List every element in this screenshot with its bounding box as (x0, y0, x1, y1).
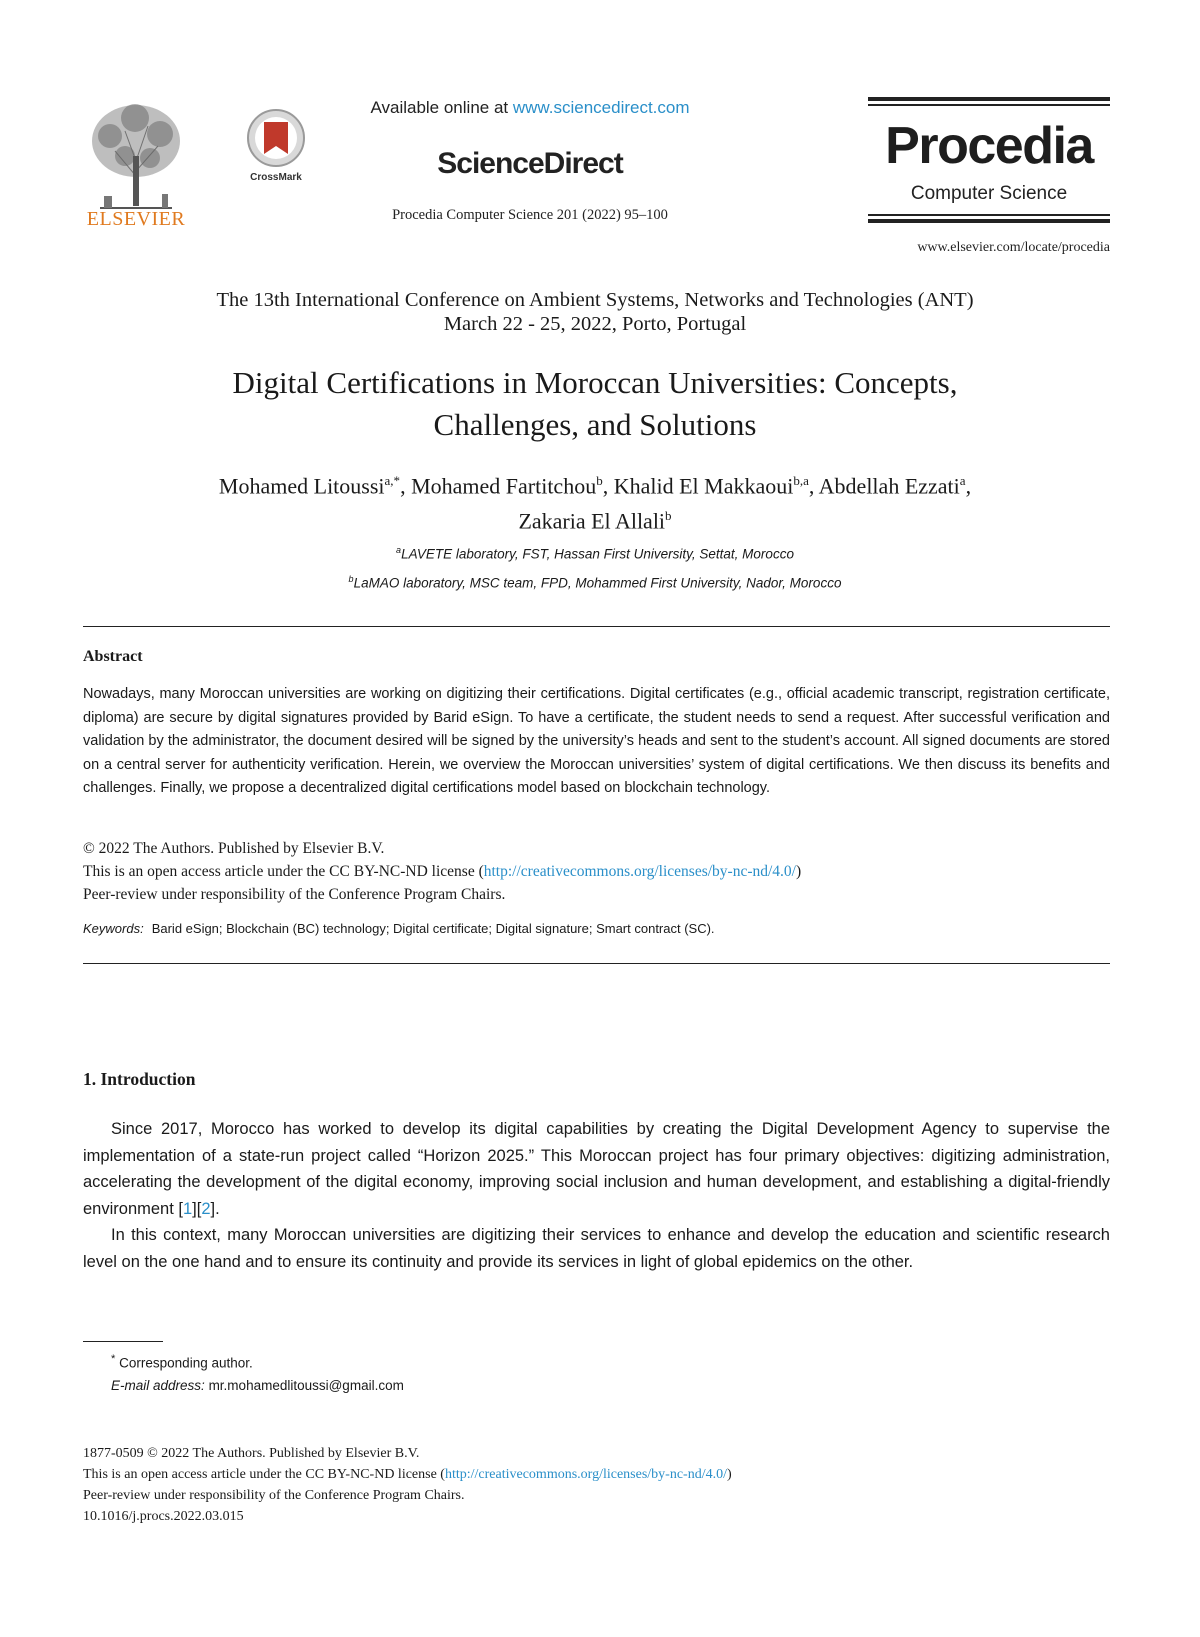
crossmark-label: CrossMark (250, 172, 302, 183)
available-online (330, 98, 730, 118)
affiliation (80, 538, 1110, 567)
title-line: Challenges, and Solutions (433, 407, 757, 442)
affiliation-text: LaMAO laboratory, MSC team, FPD, Mohammed First University, Nador, Morocco (353, 575, 842, 590)
conference-date: March 22 - 25, 2022, Porto, Portugal (443, 313, 747, 335)
abstract-top-rule (83, 626, 1110, 627)
license-prefix: This is an open access article under the CC BY-NC-ND license ( (83, 863, 484, 880)
author-name: Mohamed Fartitchou (411, 473, 597, 499)
author-sep: , (808, 473, 819, 499)
sciencedirect-link[interactable]: www.sciencedirect.com (512, 98, 690, 117)
paragraph: In this context, many Moroccan universities are digitizing their services to enhance and develop the education and scientific research level on the one hand and to ensure its continuity and provide its services in light of global epidemics on the other. (83, 1226, 1110, 1271)
citation-link[interactable]: 1 (182, 1199, 193, 1218)
procedia-rule (868, 214, 1110, 216)
paragraph-text: ][ (192, 1199, 202, 1218)
sciencedirect-wordmark: ScienceDirect (437, 147, 623, 180)
footer-license-line (83, 1464, 1110, 1485)
author-list (80, 466, 1110, 537)
available-prefix: Available online at (370, 98, 513, 117)
procedia-rule (868, 104, 1110, 106)
procedia-wordmark: Procedia (885, 117, 1093, 175)
footer-peer-review: Peer-review under responsibility of the Conference Program Chairs. (83, 1488, 465, 1503)
peer-review-line: Peer-review under responsibility of the Conference Program Chairs. (83, 886, 506, 903)
author-name: Mohamed Litoussi (218, 473, 385, 499)
crossmark-icon[interactable] (246, 108, 316, 188)
abstract-text: Nowadays, many Moroccan universities are working on digitizing their certifications. Digital certificates (e.g., official academic transcript, registration certificate, diploma) are secure by digital signatures provided by Barid eSign. To have a certificate, the student needs to send a request. After successful verification and validation by the administrator, the document desired will be signed by the university’s heads and sent to the student’s account. All signed documents are stored on a central server for authenticity verification. Herein, we overview the Moroccan universities’ system of digital certifications. We then discuss its benefits and challenges. Finally, we propose a decentralized digital certifications model based on blockchain technology. (83, 686, 1110, 796)
license-suffix: ) (726, 1467, 732, 1482)
paper-title (80, 362, 1110, 446)
introduction-body (83, 1116, 1110, 1275)
footer-license-link[interactable]: http://creativecommons.org/licenses/by-nc-nd/4.0/ (444, 1467, 727, 1482)
author-name: Zakaria El Allali (518, 508, 666, 534)
procedia-rule (868, 97, 1110, 101)
license-link[interactable]: http://creativecommons.org/licenses/by-nc-nd/4.0/ (483, 863, 796, 880)
email-label: E-mail address: (111, 1377, 205, 1393)
author-sup: a,* (384, 473, 401, 488)
procedia-subtitle: Computer Science (910, 183, 1068, 204)
procedia-rule (868, 219, 1110, 223)
abstract-bottom-rule (83, 963, 1110, 964)
paragraph-text: Since 2017, Morocco has worked to develop its digital capabilities by creating the Digital Development Agency to supervise the implementation of a state-run project called “Horizon 2025.” This Moroccan project has four primary objectives: digitizing administration, accelerating the development of the digital economy, improving social inclusion and human development, and establishing a digital-friendly environment [ (83, 1120, 1110, 1218)
keywords-text: Barid eSign; Blockchain (BC) technology; Digital certificate; Digital signature; Smart contract (SC). (151, 921, 715, 936)
abstract-license-block (83, 837, 1110, 906)
footnote-email (83, 1375, 1110, 1397)
footnote (83, 1348, 1110, 1397)
affiliation-text: LAVETE laboratory, FST, Hassan First University, Settat, Morocco (401, 546, 794, 562)
title-line: Digital Certifications in Moroccan Universities: Concepts, (232, 365, 958, 400)
footnote-mark: * (111, 1353, 116, 1365)
footnote-text: Corresponding author. (119, 1355, 253, 1371)
conference-name: The 13th International Conference on Ambient Systems, Networks and Technologies (ANT) (216, 289, 974, 311)
footnote-corresponding (83, 1348, 1110, 1375)
affiliations (80, 538, 1110, 595)
author-sup: b,a (793, 473, 809, 488)
footnote-rule (83, 1341, 163, 1342)
author-sep: , (602, 473, 614, 499)
email-address[interactable]: mr.mohamedlitoussi@gmail.com (208, 1377, 404, 1393)
abstract-heading: Abstract (83, 648, 143, 665)
author-sep: , (965, 473, 972, 499)
journal-reference: Procedia Computer Science 201 (2022) 95–100 (392, 207, 668, 223)
keywords (83, 921, 1110, 936)
issn-line: 1877-0509 © 2022 The Authors. Published by Elsevier B.V. (83, 1446, 420, 1461)
author-name: Khalid El Makkaoui (613, 473, 794, 499)
section-heading: 1. Introduction (83, 1069, 196, 1089)
author-sup: b (665, 508, 672, 524)
affiliation-sup: a (396, 545, 402, 555)
citation-link[interactable]: 2 (201, 1199, 211, 1218)
author-name: Abdellah Ezzati (818, 473, 960, 499)
elsevier-wordmark: ELSEVIER (86, 208, 186, 230)
keywords-label: Keywords: (83, 921, 144, 936)
copyright-line: © 2022 The Authors. Published by Elsevier B.V. (83, 840, 385, 857)
page-footer (83, 1443, 1110, 1527)
paragraph-text: ]. (210, 1199, 220, 1218)
affiliation-sup: b (348, 573, 354, 584)
license-line (83, 860, 1110, 883)
license-suffix: ) (795, 863, 802, 880)
affiliation (80, 567, 1110, 596)
license-prefix: This is an open access article under the CC BY-NC-ND license ( (83, 1467, 445, 1482)
author-sep: , (400, 473, 412, 499)
doi[interactable]: 10.1016/j.procs.2022.03.015 (83, 1509, 244, 1524)
conference-info (80, 288, 1110, 336)
procedia-url[interactable]: www.elsevier.com/locate/procedia (917, 240, 1110, 255)
author-sup: a (959, 473, 966, 488)
paragraph (83, 1116, 1110, 1222)
author-sup: b (596, 473, 603, 488)
